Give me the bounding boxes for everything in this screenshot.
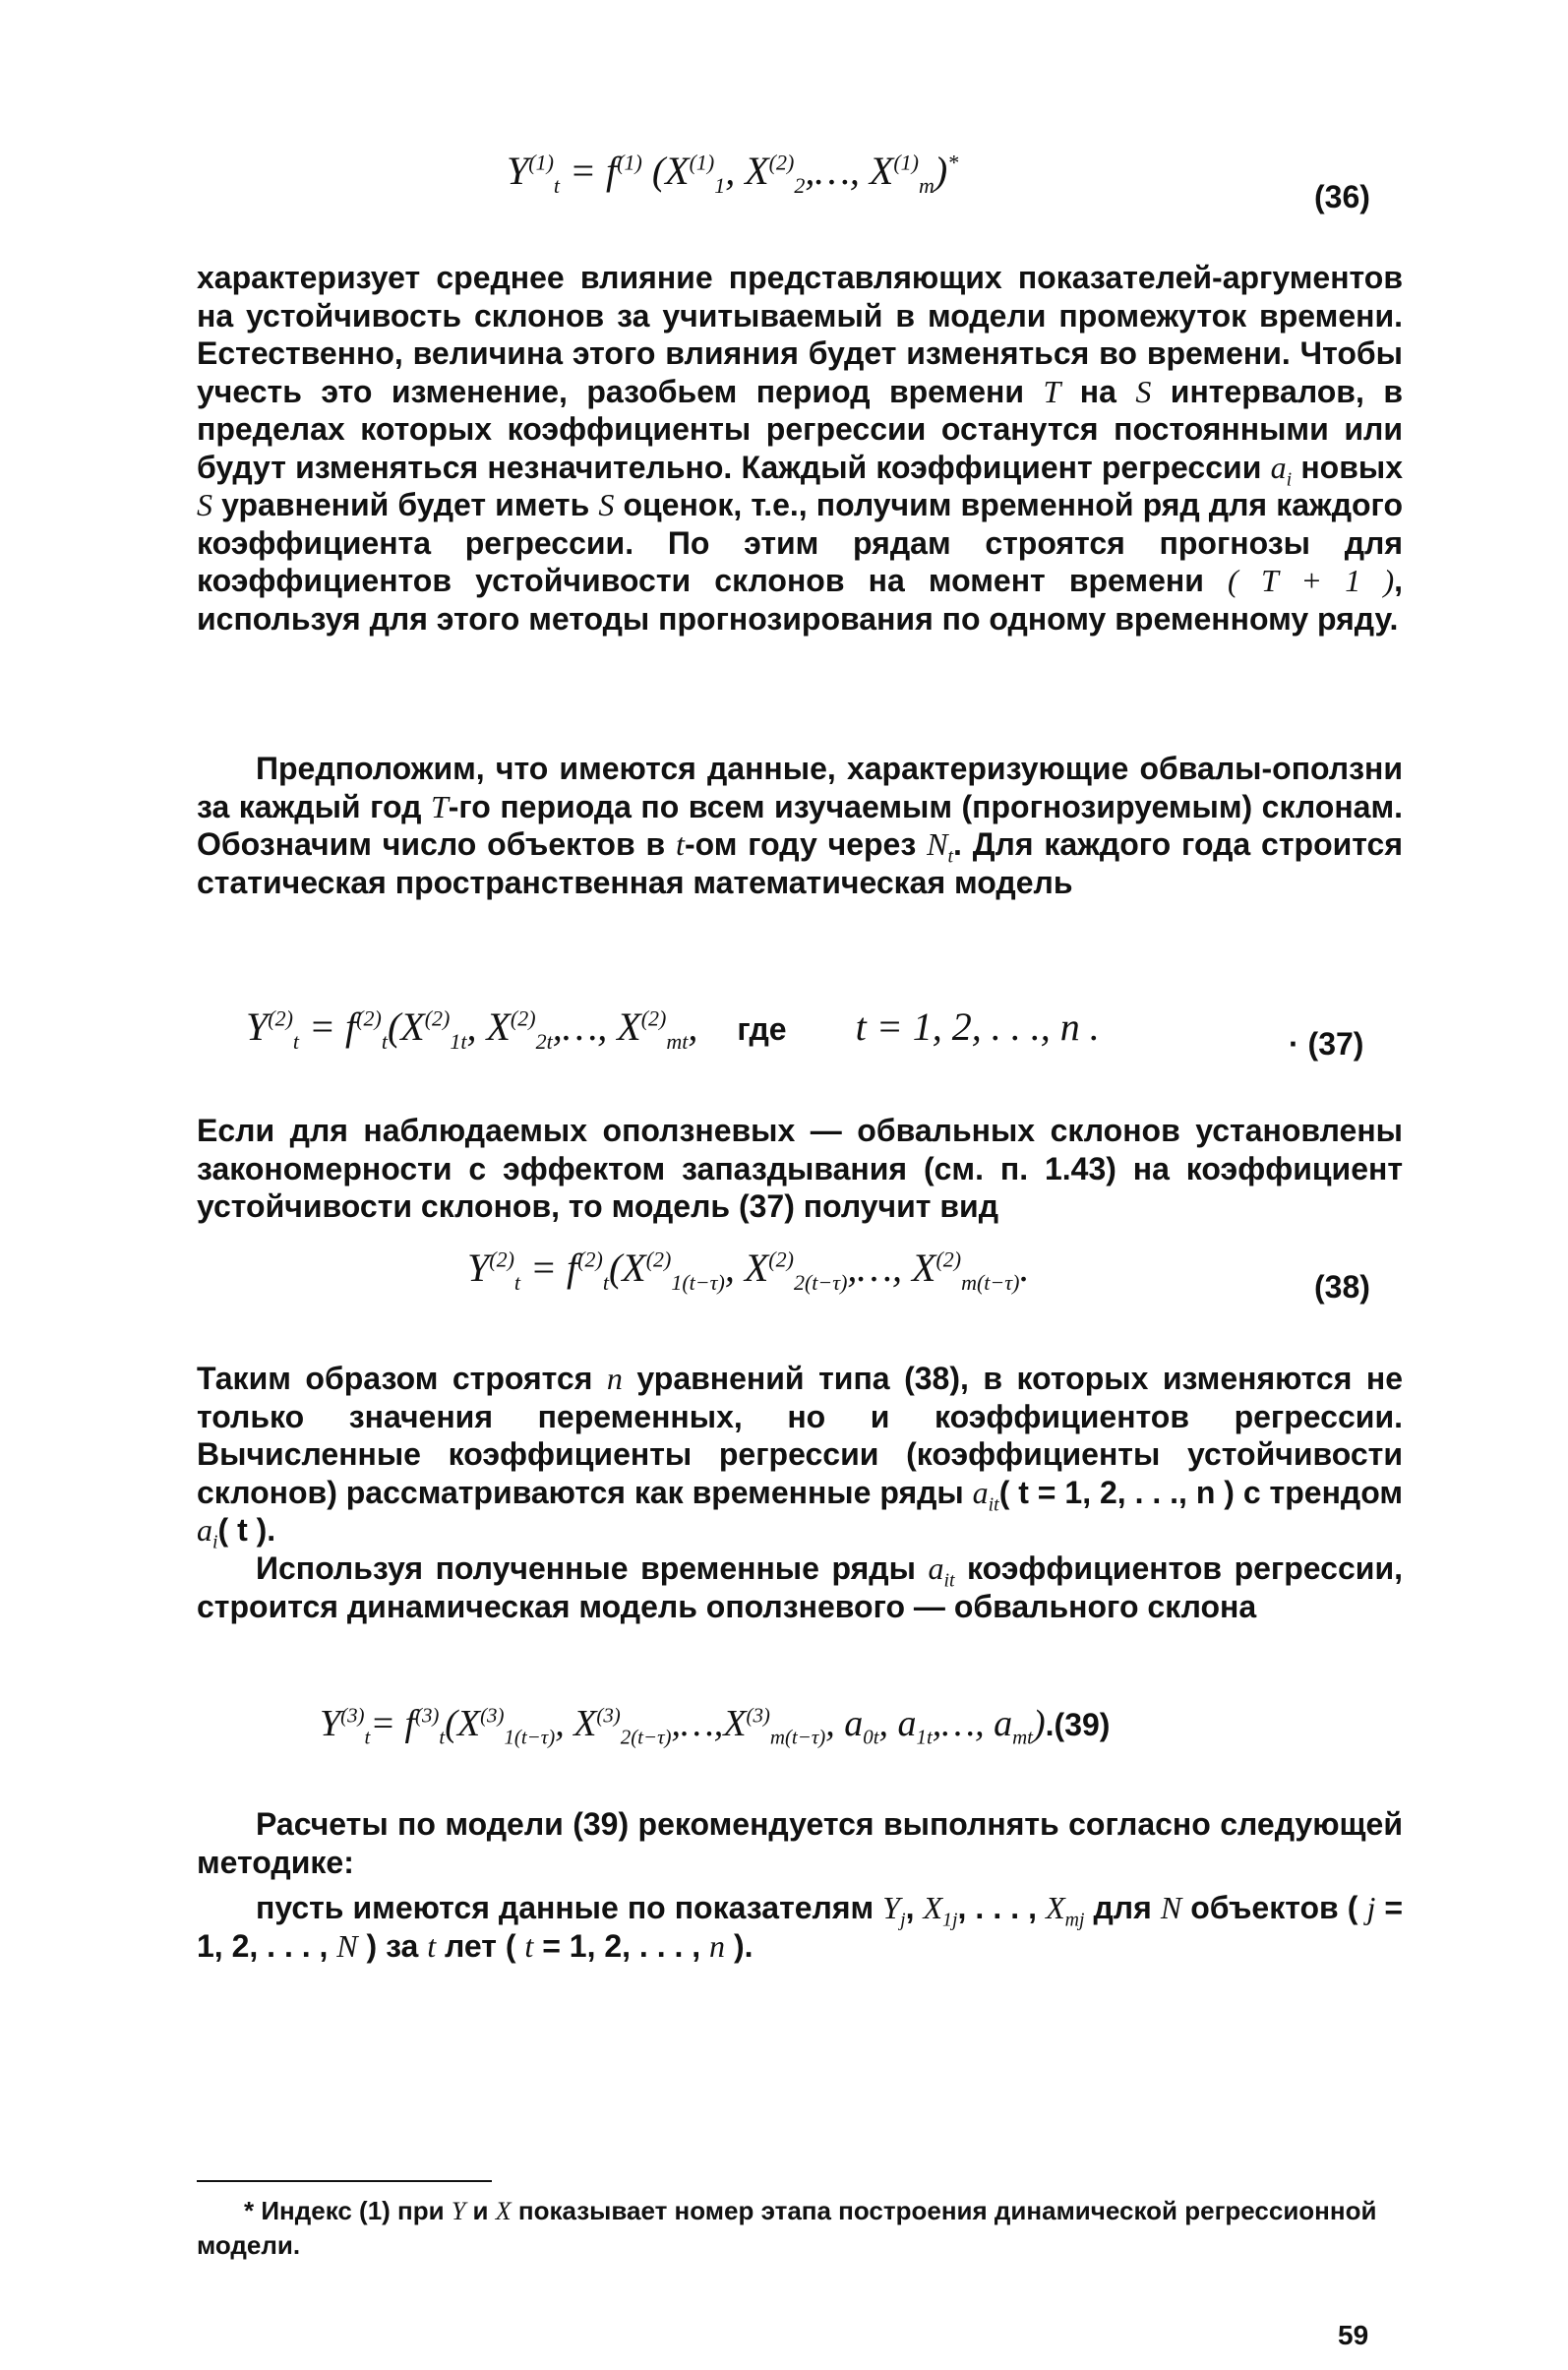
- paragraph-4: Таким образом строятся n уравнений типа (38), в которых изменяются не только значения переменных, но и коэффициентов регрессии. Вычисленные коэффициенты регрессии (коэффициенты устойчивости склонов) рассматриваются как временные ряды $a_{it}$( t = 1, 2, . . ., n ) с трендом $a_i$( t ).: [197, 1361, 1404, 1553]
- paragraph-1: характеризует среднее влияние представляющих показателей-аргументов на устойчивость склонов за учитываемый в модели промежуток времени. Естественно, величина этого влияния будет изменяться во времени. Чтобы учесть это изменение, разобьем период времени T на S интервалов, в пределах которых коэффициенты регрессии останутся постоянными или будут изменяться незначительно. Каждый коэффициент регрессии $a_i$ новых S уравнений будет иметь S оценок, т.е., получим временной ряд для каждого коэффициента регрессии. По этим рядам строятся прогнозы для коэффициентов устойчивости склонов на момент времени ( T + 1 ), используя для этого методы прогнозирования по одному временному ряду.: [197, 260, 1404, 637]
- equation-36: $Y^{(1)}_t = f^{(1)}$ ($X^{(1)}_1$, $X^{(2)}_2,\dots$, $X^{(1)}_m)^*$: [507, 149, 959, 198]
- page-number: 59: [1338, 2320, 1369, 2350]
- equation-number-37: · (37): [1289, 1026, 1364, 1062]
- equation-38: $Y^{(2)}_t = f^{(2)}_t(X^{(2)}_{1(t-\tau)}$, $X^{(2)}_{2(t-\tau)},\dots$, $X^{(2)}_{m(t-\tau)}$.: [467, 1246, 1030, 1295]
- paragraph-2: Предположим, что имеются данные, характеризующие обвалы-оползни за каждый год T-го периода по всем изучаемым (прогнозируемым) склонам. Обозначим число объектов в t-ом году через $N_t$. Для каждого года строится статическая пространственная математическая модель: [197, 751, 1404, 900]
- paragraph-5: Используя полученные временные ряды $a_{it}$ коэффициентов регрессии, строится динамическая модель оползневого — обвального склона: [197, 1550, 1404, 1624]
- paragraph-3: Если для наблюдаемых оползневых — обвальных склонов установлены закономерности с эффектом запаздывания (см. п. 1.43) на коэффициент устойчивости склонов, то модель (37) получит вид: [197, 1113, 1403, 1224]
- paragraph-7: пусть имеются данные по показателям $Y_j$, $X_{1j}$, . . . , $X_{mj}$ для N объектов ( j = 1, 2, . . . , N ) за t лет ( t = 1, 2, . . . , n ).: [197, 1890, 1404, 1964]
- equation-37: $Y^{(2)}_t = f^{(2)}_t(X^{(2)}_{1t}$, $X^{(2)}_{2t},\dots$, $X^{(2)}_{mt}$, где t = 1, 2, . . ., n .: [246, 1004, 1100, 1054]
- paragraph-6: Расчеты по модели (39) рекомендуется выполнять согласно следующей методике:: [197, 1806, 1403, 1880]
- equation-number-38: (38): [1314, 1269, 1370, 1305]
- footnote-rule: [197, 2180, 492, 2182]
- footnote: * Индекс (1) при Y и X показывает номер этапа построения динамической регрессионной модели.: [197, 2196, 1377, 2260]
- equation-number-36: (36): [1314, 179, 1370, 214]
- equation-39: $Y^{(3)}_t= f^{(3)}_t(X^{(3)}_{1(t-\tau)}$, $X^{(3)}_{2(t-\tau)},\dots,X^{(3)}_{m(t-\tau)}$, $a_{0t}$, $a_{1t},\dots$, $a_{mt}).(39)$: [320, 1703, 1111, 1749]
